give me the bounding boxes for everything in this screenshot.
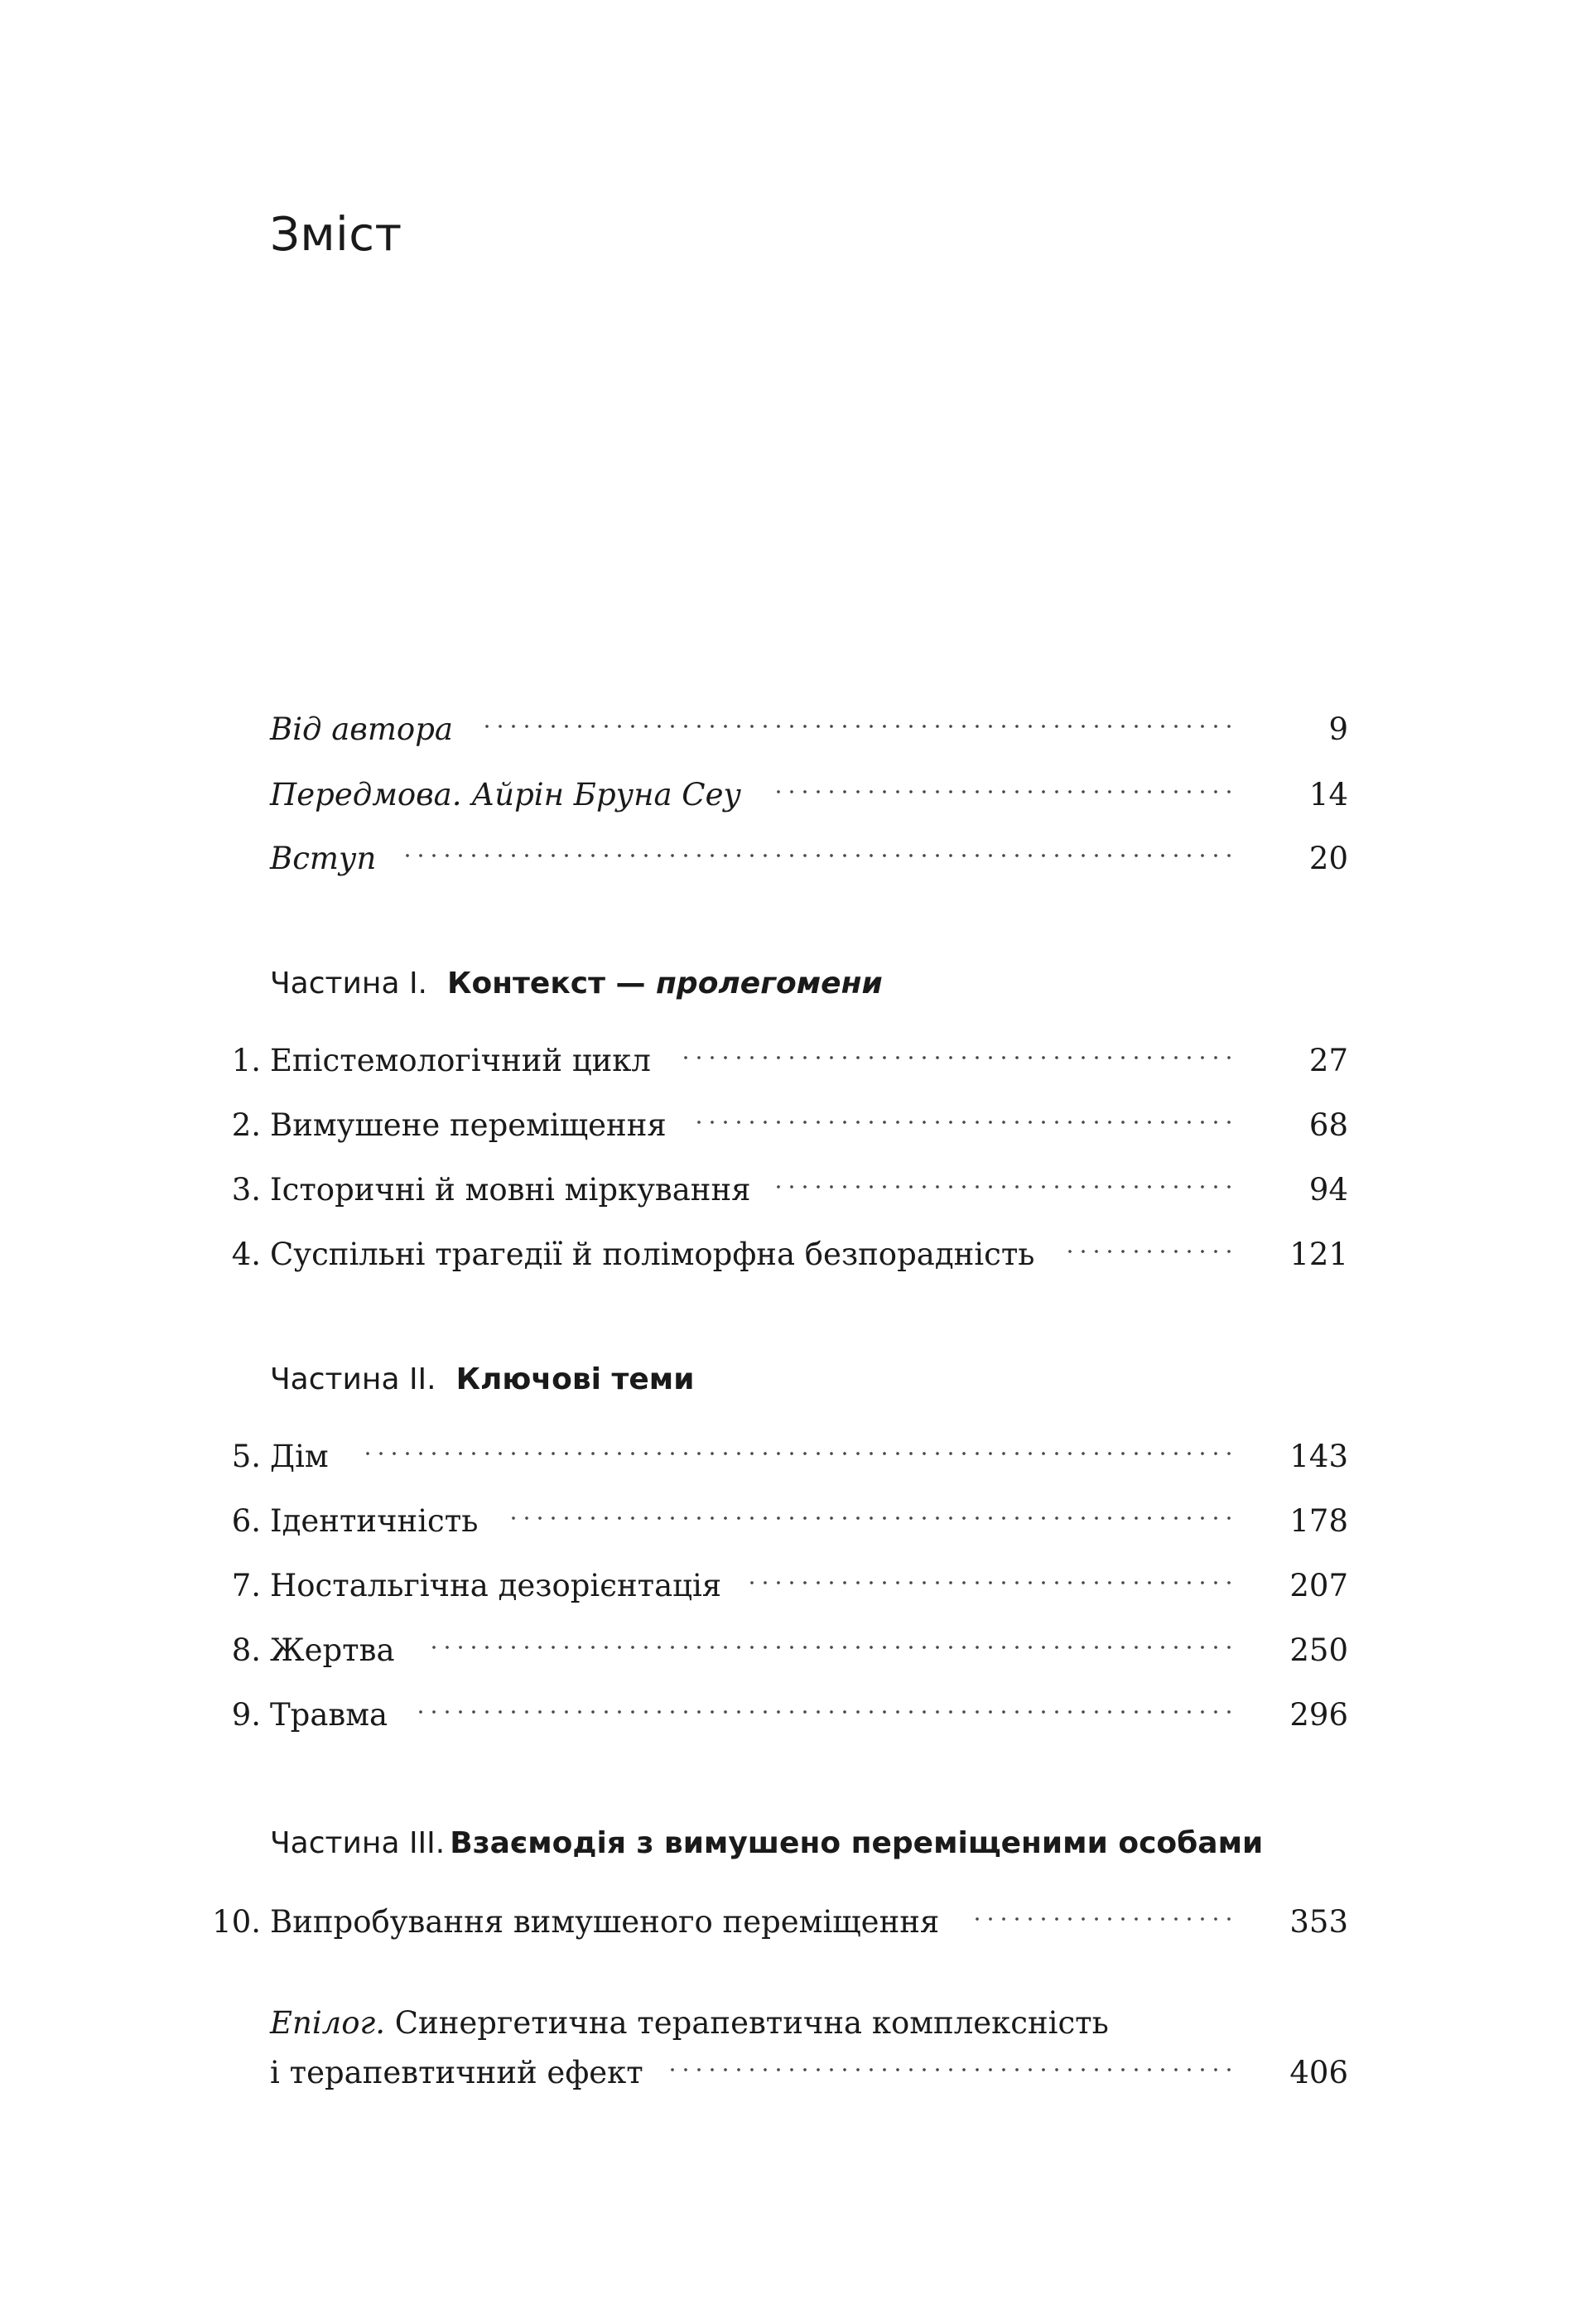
part-heading-2: [270, 1362, 695, 1406]
toc-chapter-7[interactable]: [0, 1570, 1590, 1620]
chapter-title: Епістемологічний цикл: [270, 1043, 651, 1078]
dot-leader: [666, 2067, 1236, 2072]
chapter-number: 9.: [231, 1697, 261, 1733]
chapter-title: Суспільні трагедії й поліморфна безпорадність: [270, 1237, 1035, 1272]
epilogue-title-line2: і терапевтичний ефект: [270, 2055, 643, 2090]
dot-leader: [427, 1645, 1236, 1650]
chapter-page: 27: [1308, 1043, 1348, 1078]
toc-chapter-4[interactable]: [0, 1239, 1590, 1289]
toc-chapter-10[interactable]: [0, 1904, 1590, 1956]
dot-leader: [679, 1055, 1236, 1060]
dot-leader: [361, 1451, 1236, 1456]
dot-leader: [1063, 1249, 1236, 1254]
chapter-number: 7.: [231, 1568, 261, 1603]
part-title: Взаємодія з вимушено переміщеними особами: [450, 1826, 1264, 1860]
toc-epilogue[interactable]: [0, 2057, 1590, 2107]
dot-leader: [507, 1516, 1236, 1521]
toc-entry-introduction[interactable]: [0, 843, 1590, 893]
chapter-title: Ностальгічна дезорієнтація: [270, 1568, 722, 1603]
dot-leader: [971, 1917, 1236, 1921]
chapter-title: Історичні й мовні міркування: [270, 1172, 751, 1208]
part-label: Частина І.: [270, 967, 428, 1000]
dot-leader: [745, 1580, 1236, 1585]
toc-entry-page: 20: [1308, 841, 1348, 876]
part-title: Контекст: [447, 967, 605, 1000]
epilogue-label: Епілог.: [270, 2005, 385, 2041]
dot-leader: [772, 1184, 1236, 1189]
epilogue-page: 406: [1289, 2055, 1348, 2090]
chapter-number: 4.: [231, 1237, 261, 1272]
chapter-number: 10.: [212, 1904, 261, 1940]
toc-entry-from-author[interactable]: [0, 711, 1590, 764]
toc-chapter-2[interactable]: [0, 1107, 1590, 1160]
part-label: Частина ІІ.: [270, 1362, 436, 1396]
dot-leader: [772, 789, 1236, 794]
dot-leader: [480, 724, 1236, 729]
chapter-title: Дім: [270, 1439, 329, 1474]
toc-chapter-6[interactable]: [0, 1503, 1590, 1555]
chapter-page: 353: [1289, 1904, 1348, 1940]
toc-entry-title: Від автора: [270, 711, 453, 747]
chapter-page: 178: [1289, 1503, 1348, 1539]
toc-entry-page: 9: [1328, 711, 1348, 747]
part-label: Частина ІІІ.: [270, 1826, 446, 1860]
chapter-title: Ідентичність: [270, 1503, 479, 1539]
chapter-page: 250: [1289, 1632, 1348, 1668]
toc-entry-page: 14: [1308, 777, 1348, 812]
chapter-title: Вимушене переміщення: [270, 1107, 667, 1143]
chapter-page: 121: [1289, 1237, 1348, 1272]
toc-chapter-8[interactable]: [0, 1632, 1590, 1685]
page-title: Зміст: [270, 208, 402, 262]
chapter-number: 1.: [231, 1043, 261, 1078]
chapter-title: Випробування вимушеного переміщення: [270, 1904, 940, 1940]
dot-leader: [401, 853, 1236, 858]
chapter-page: 296: [1289, 1697, 1348, 1733]
dot-leader: [414, 1709, 1236, 1714]
chapter-number: 8.: [231, 1632, 261, 1668]
toc-epilogue-line1[interactable]: [270, 2005, 1109, 2041]
chapter-number: 5.: [231, 1439, 261, 1474]
chapter-title: Жертва: [270, 1632, 395, 1668]
chapter-page: 207: [1289, 1568, 1348, 1603]
part-subtitle: пролегомени: [656, 967, 883, 1000]
toc-chapter-5[interactable]: [0, 1441, 1590, 1491]
chapter-page: 143: [1289, 1439, 1348, 1474]
chapter-number: 3.: [231, 1172, 261, 1208]
epilogue-title: Синергетична терапевтична комплексність: [384, 2005, 1109, 2041]
part-title: Ключові теми: [455, 1362, 695, 1396]
chapter-number: 6.: [231, 1503, 261, 1539]
part-dash: —: [605, 967, 657, 1000]
toc-entry-title: Вступ: [270, 841, 377, 876]
toc-chapter-9[interactable]: [0, 1697, 1590, 1749]
chapter-number: 2.: [231, 1107, 261, 1143]
chapter-title: Травма: [270, 1697, 388, 1733]
chapter-page: 94: [1308, 1172, 1348, 1208]
toc-entry-title: Передмова. Айрін Бруна Сеу: [270, 777, 741, 812]
part-heading-3: [270, 1826, 1264, 1870]
toc-chapter-1[interactable]: [0, 1045, 1590, 1095]
part-heading-1: [270, 969, 883, 1010]
toc-entry-foreword[interactable]: [0, 779, 1590, 829]
dot-leader: [692, 1120, 1236, 1125]
toc-chapter-3[interactable]: [0, 1174, 1590, 1224]
chapter-page: 68: [1308, 1107, 1348, 1143]
